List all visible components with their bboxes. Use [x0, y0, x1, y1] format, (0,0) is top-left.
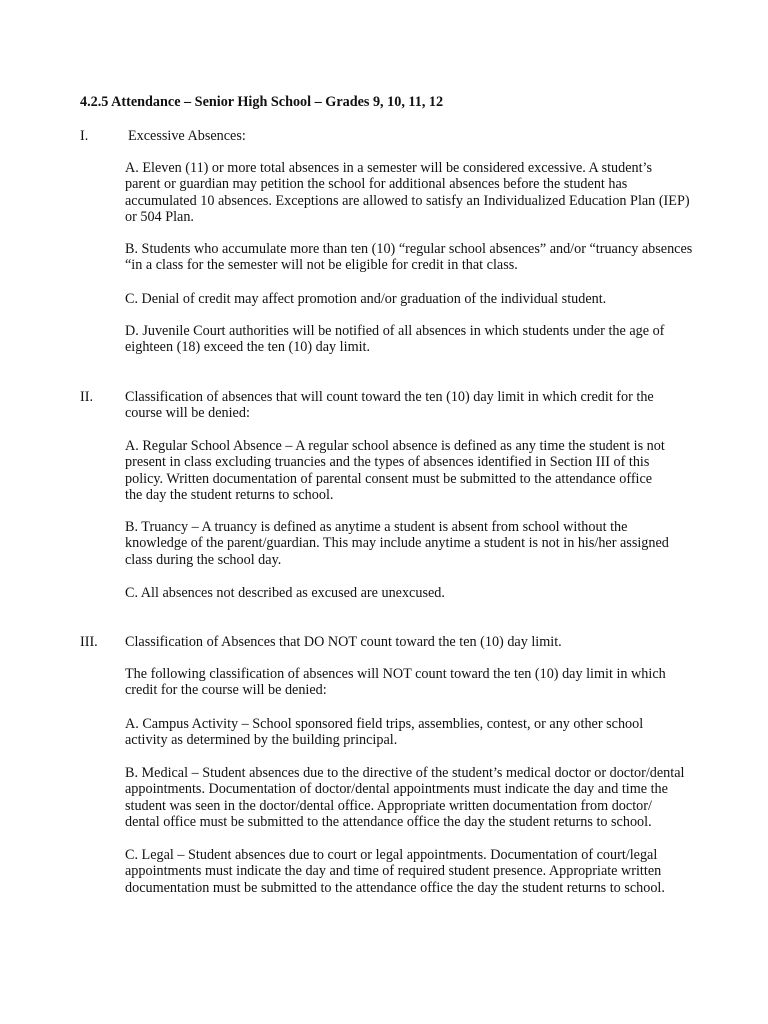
- section-1-paragraph-c: C. Denial of credit may affect promotion and/or graduation of the individual student.: [125, 291, 607, 307]
- section-3-paragraph-a: A. Campus Activity – School sponsored field trips, assemblies, contest, or any other school activity as determined by the building principal.: [125, 716, 644, 749]
- section-3-numeral: III.: [80, 634, 98, 650]
- section-2-numeral: II.: [80, 389, 93, 405]
- section-1-numeral: I.: [80, 128, 89, 144]
- section-2-paragraph-a: A. Regular School Absence – A regular school absence is defined as any time the student is not present in class excluding truancies and the types of absences identified in Section III of this policy. Written documentation of parental consent must be submitted to the attendance office the day the student returns to school.: [125, 438, 665, 503]
- section-2-paragraph-b: B. Truancy – A truancy is defined as anytime a student is absent from school without the knowledge of the parent/guardian. This may include anytime a student is not in his/her assigned class during the school day.: [125, 519, 669, 568]
- section-1-paragraph-a: A. Eleven (11) or more total absences in a semester will be considered excessive. A student’s parent or guardian may petition the school for additional absences before the student has accumulated 10 absences. Exceptions are allowed to satisfy an Individualized Education Plan (IEP) or 504 Plan.: [125, 160, 690, 225]
- section-1-paragraph-b: B. Students who accumulate more than ten (10) “regular school absences” and/or “truancy absences “in a class for the semester will not be eligible for credit in that class.: [125, 241, 693, 274]
- section-3-paragraph-c: C. Legal – Student absences due to court or legal appointments. Documentation of court/legal appointments must indicate the day and time of required student presence. Appropriate written documentation must be submitted to the attendance office the day the student returns to school.: [125, 847, 665, 896]
- section-1-paragraph-d: D. Juvenile Court authorities will be notified of all absences in which students under the age of eighteen (18) exceed the ten (10) day limit.: [125, 323, 665, 356]
- section-3-heading: Classification of Absences that DO NOT count toward the ten (10) day limit.: [125, 634, 562, 650]
- section-3-intro: The following classification of absences will NOT count toward the ten (10) day limit in which credit for the course will be denied:: [125, 666, 666, 699]
- section-3-paragraph-b: B. Medical – Student absences due to the directive of the student’s medical doctor or doctor/dental appointments. Documentation of doctor/dental appointments must indicate the day and time the student was seen in the doctor/dental office. Appropriate written documentation from doctor/ dental office must be submitted to the attendance office the day the student returns to school.: [125, 765, 685, 830]
- document-title: 4.2.5 Attendance – Senior High School – Grades 9, 10, 11, 12: [80, 94, 444, 110]
- section-2-paragraph-c: C. All absences not described as excused are unexcused.: [125, 585, 445, 601]
- section-1-heading: Excessive Absences:: [128, 128, 246, 144]
- section-2-heading: Classification of absences that will count toward the ten (10) day limit in which credit for the course will be denied:: [125, 389, 654, 422]
